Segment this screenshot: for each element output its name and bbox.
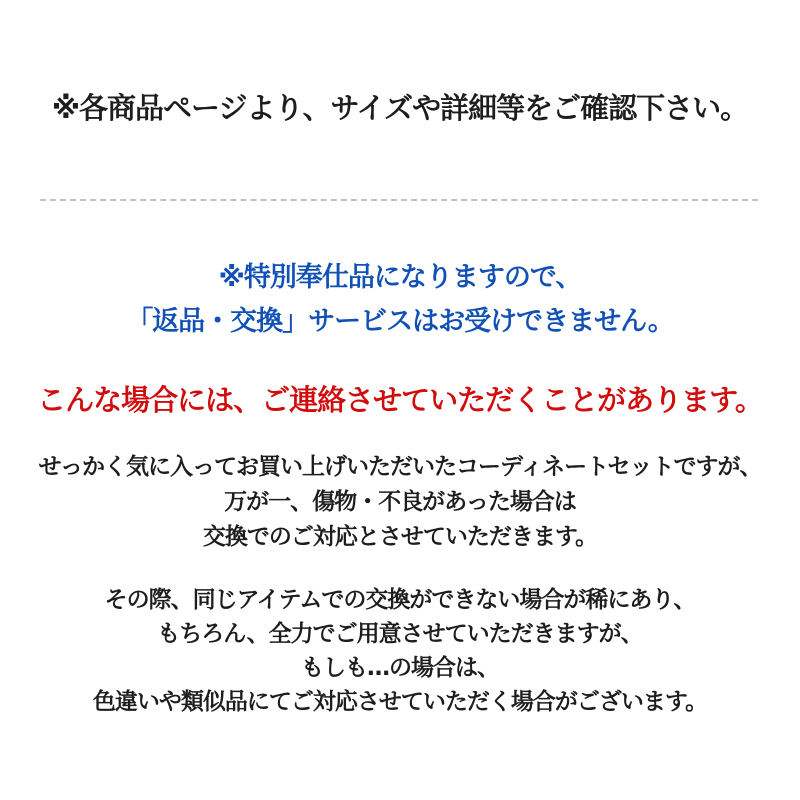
substitute-policy-line4: 色違いや類似品にてご対応させていただく場合がございます。 [92,689,708,715]
exchange-policy-line1: せっかく気に入ってお買い上げいただいたコーディネートセットですが、 [38,454,762,480]
exchange-policy-paragraph [0,450,800,555]
substitute-policy-line2: もちろん、全力でご用意させていただきますが、 [157,621,643,647]
no-return-notice [0,256,800,344]
contact-cases-heading: こんな場合には、ご連絡させていただくことがあります。 [37,383,763,417]
exchange-policy-line2: 万が一、傷物・不良があった場合は [224,489,576,515]
substitute-policy-line1: その際、同じアイテムでの交換ができない場合が稀にあり、 [104,587,696,613]
size-check-notice: ※各商品ページより、サイズや詳細等をご確認下さい。 [51,91,749,125]
no-return-notice-line2: 「返品・交換」サービスはお受けできません。 [126,306,674,337]
substitute-policy-paragraph [0,583,800,719]
exchange-policy-line3: 交換でのご対応とさせていただきます。 [202,524,598,550]
substitute-policy-line3: もしも…の場合は、 [301,655,499,681]
no-return-notice-line1: ※特別奉仕品になりますので、 [218,262,582,293]
dashed-divider [40,199,758,201]
